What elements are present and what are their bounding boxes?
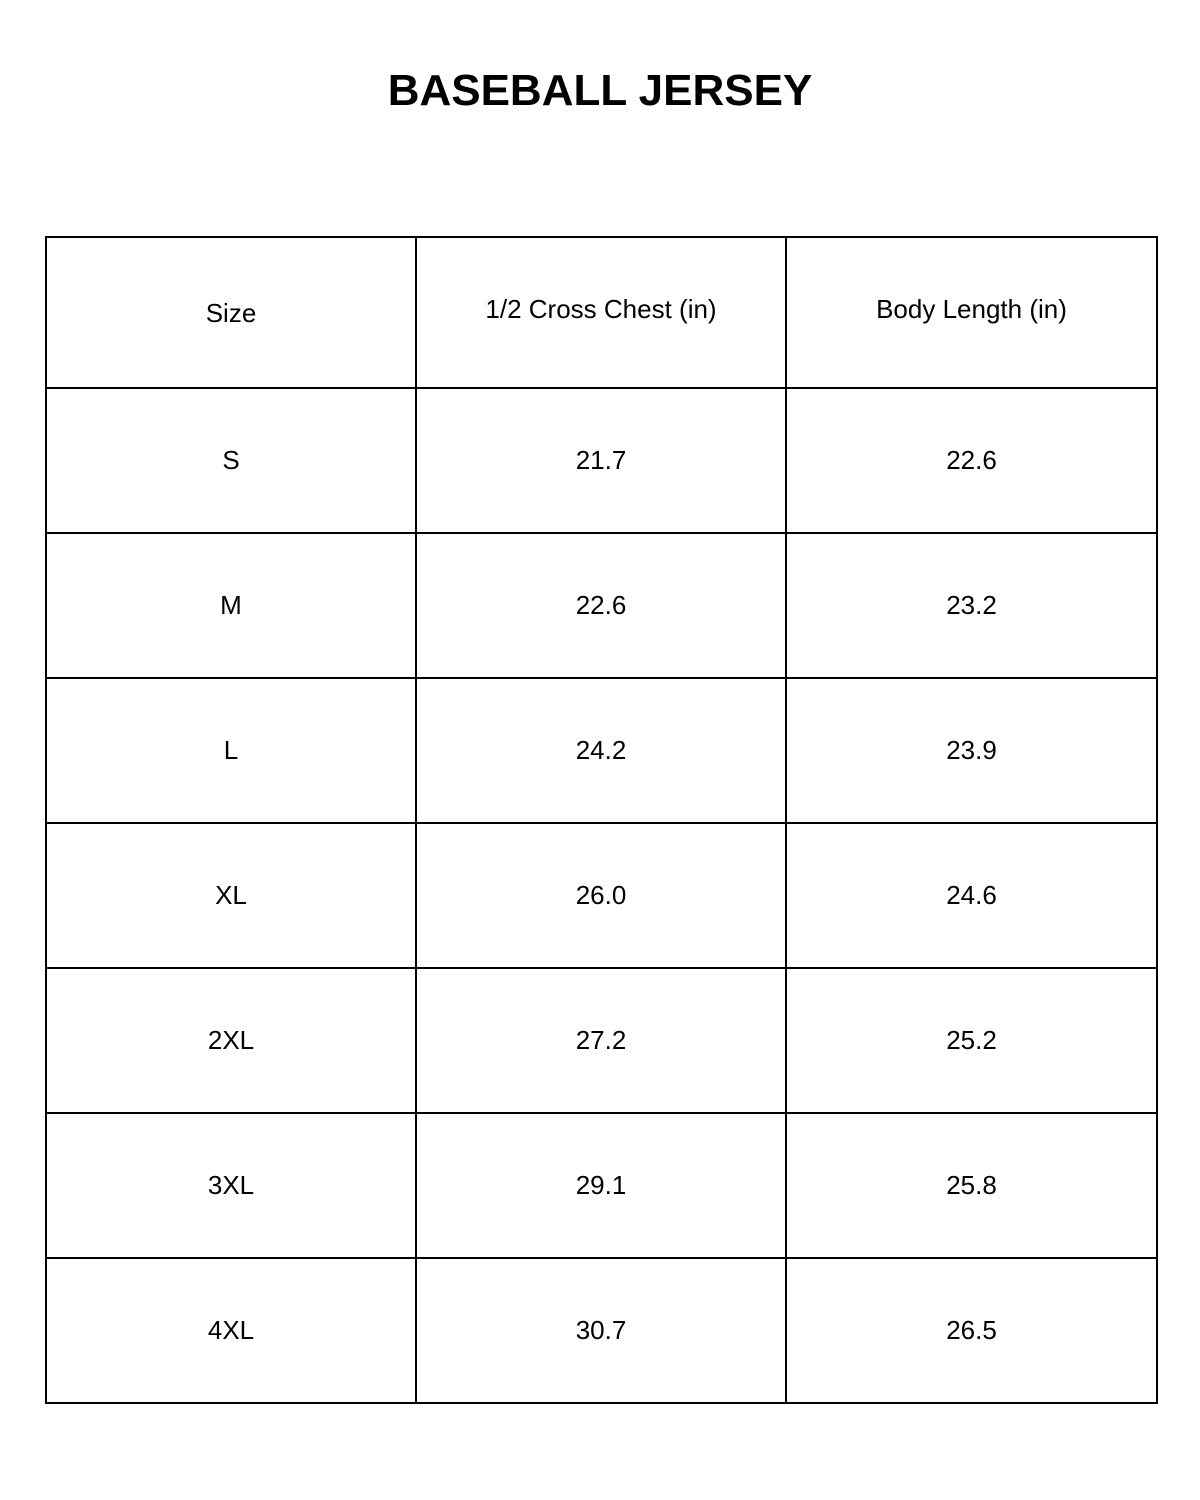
table-row [46, 388, 1157, 533]
cell-body-length: 23.9 [786, 678, 1157, 823]
cell-size: 3XL [46, 1113, 416, 1258]
cell-size: M [46, 533, 416, 678]
cell-cross-chest: 24.2 [416, 678, 786, 823]
cell-body-length: 26.5 [786, 1258, 1157, 1403]
cell-body-length: 22.6 [786, 388, 1157, 533]
cell-size: S [46, 388, 416, 533]
table-row [46, 678, 1157, 823]
cell-cross-chest: 29.1 [416, 1113, 786, 1258]
page-title: BASEBALL JERSEY [387, 66, 813, 115]
header-body-length: Body Length (in) [786, 237, 1157, 388]
cell-size: XL [46, 823, 416, 968]
header-cross-chest: 1/2 Cross Chest (in) [416, 237, 786, 388]
table-row [46, 533, 1157, 678]
cell-cross-chest: 22.6 [416, 533, 786, 678]
cell-body-length: 25.8 [786, 1113, 1157, 1258]
cell-size: 2XL [46, 968, 416, 1113]
cell-body-length: 23.2 [786, 533, 1157, 678]
table-row [46, 1258, 1157, 1403]
cell-cross-chest: 26.0 [416, 823, 786, 968]
size-chart-table [45, 236, 1158, 1404]
cell-cross-chest: 21.7 [416, 388, 786, 533]
table-row [46, 1113, 1157, 1258]
cell-body-length: 25.2 [786, 968, 1157, 1113]
table-header-row [46, 237, 1157, 388]
table-row [46, 823, 1157, 968]
cell-cross-chest: 30.7 [416, 1258, 786, 1403]
cell-cross-chest: 27.2 [416, 968, 786, 1113]
cell-size: L [46, 678, 416, 823]
header-size: Size [46, 237, 416, 388]
table-row [46, 968, 1157, 1113]
cell-body-length: 24.6 [786, 823, 1157, 968]
cell-size: 4XL [46, 1258, 416, 1403]
